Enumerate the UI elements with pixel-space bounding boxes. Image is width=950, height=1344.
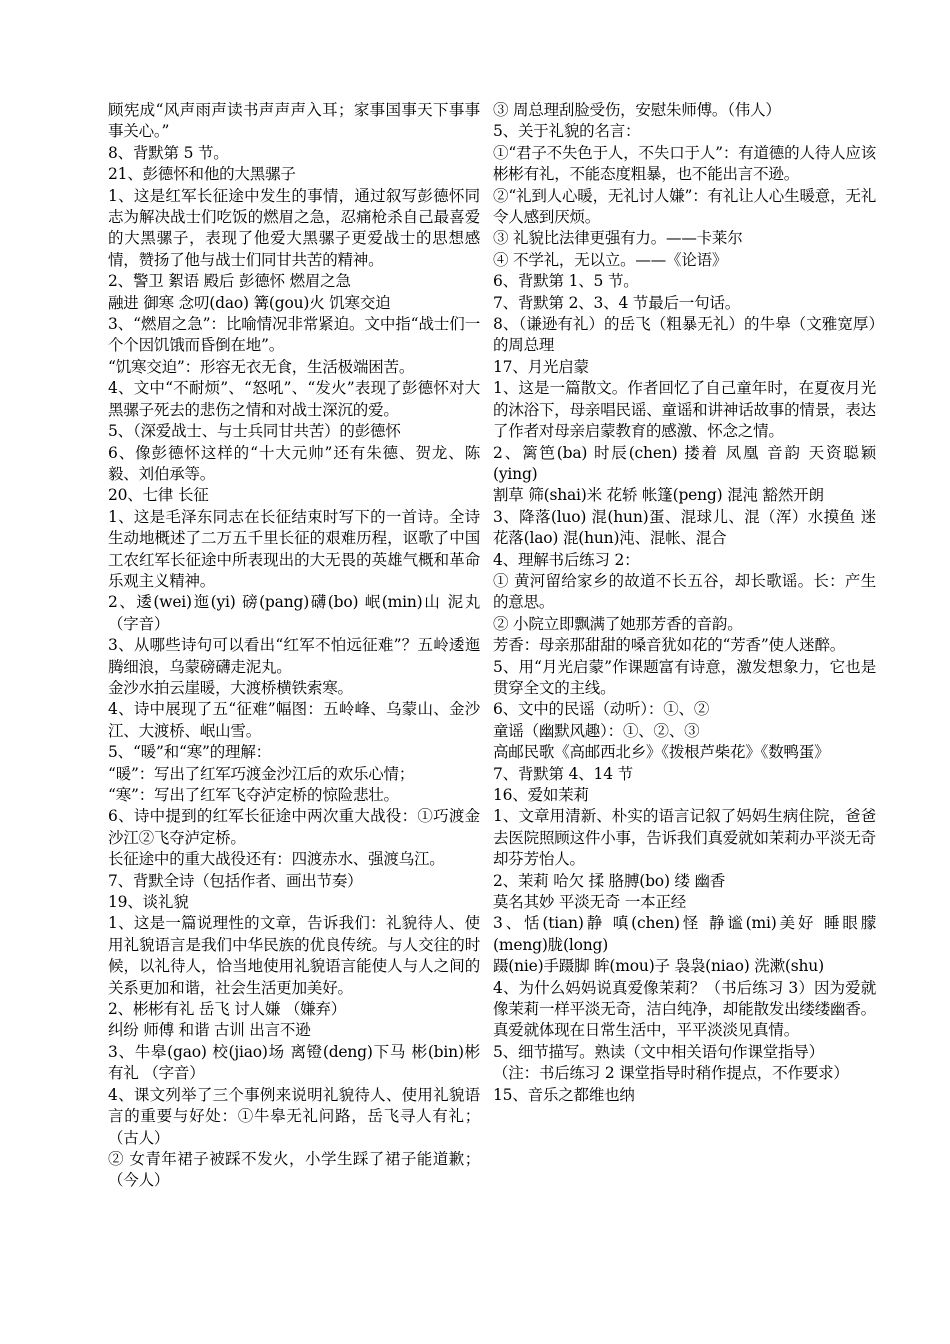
paragraph: 顾宪成“风声雨声读书声声声入耳；家事国事天下事事事关心。” (108, 101, 480, 141)
paragraph: “饥寒交迫”：形容无衣无食，生活极端困苦。 (108, 357, 415, 376)
paragraph: 4、为什么妈妈说真爱像茉莉？（书后练习 3）因为爱就像茉莉一样平淡无奇，洁白纯净，却能散发出缕缕幽香。真爱就体现在日常生活中，平平淡淡见真情。 (493, 978, 876, 1040)
paragraph: “暖”：写出了红军巧渡金沙江后的欢乐心情； (108, 764, 415, 783)
paragraph: 莫名其妙 平淡无奇 一本正经 (493, 893, 687, 912)
paragraph: 2、彬彬有礼 岳飞 讨人嫌 （嫌弃） (108, 1000, 347, 1019)
paragraph: 21、彭德怀和他的大黑骡子 (108, 165, 296, 184)
paragraph: 纠纷 师傅 和谐 古训 出言不逊 (108, 1021, 311, 1040)
paragraph: ③ 礼貌比法律更强有力。——卡莱尔 (493, 229, 743, 248)
paragraph: （注：书后练习 2 课堂指导时稍作提点，不作要求） (493, 1064, 849, 1083)
paragraph: 3、恬(tian)静 嗔(chen)怪 静谧(mi)美好 睡眼朦(meng)胧(long) (493, 914, 876, 954)
paragraph: 金沙水拍云崖暖，大渡桥横铁索寒。 (108, 678, 353, 697)
paragraph: 1、这是红军长征途中发生的事情，通过叙写彭德怀同志为解决战士们吃饭的燃眉之急，忍痛枪杀自己最喜爱的大黑骡子，表现了他爱大黑骡子更爱战士的思想感情，赞扬了他与战士们同甘共苦的精神。 (108, 186, 480, 269)
paragraph: ② 女青年裙子被踩不发火，小学生踩了裙子能道歉；（今人） (108, 1149, 480, 1190)
paragraph: 16、爱如茉莉 (493, 786, 589, 804)
paragraph: 6、诗中提到的红军长征途中两次重大战役：①巧渡金沙江②飞夺泸定桥。 (108, 807, 480, 847)
paragraph: 5、（深爱战士、与士兵同甘共苦）的彭德怀 (108, 422, 401, 441)
paragraph: 芳香：母亲那甜甜的嗓音犹如花的“芳香”使人迷醉。 (493, 636, 846, 655)
paragraph: “寒”：写出了红军飞夺泸定桥的惊险悲壮。 (108, 786, 399, 804)
paragraph: 4、文中“不耐烦”、“怒吼”、“发火”表现了彭德怀对大黑骡子死去的悲伤之情和对战士深沉的爱。 (108, 379, 480, 419)
paragraph: 5、关于礼貌的名言： (493, 122, 641, 141)
paragraph: 2、篱笆(ba) 时辰(chen) 搂着 凤凰 音韵 天资聪颖(ying) (493, 443, 876, 483)
paragraph: 3、牛皋(gao) 校(jiao)场 离镫(deng)下马 彬(bin)彬有礼 （字音） (108, 1042, 480, 1083)
paragraph: 7、背默第 4、14 节 (493, 764, 633, 783)
paragraph: 8、背默第 5 节。 (108, 143, 229, 162)
paragraph: 8、（谦逊有礼）的岳飞（粗暴无礼）的牛皋（文雅宽厚）的周总理 (493, 315, 876, 355)
paragraph: 6、文中的民谣（动听）：①、② (493, 700, 710, 719)
paragraph: ③ 周总理刮脸受伤，安慰朱师傅。（伟人） (493, 101, 781, 119)
paragraph: 5、细节描写。熟读（文中相关语句作课堂指导） (493, 1042, 824, 1061)
paragraph: 童谣（幽默风趣）：①、②、③ (493, 721, 700, 740)
paragraph: 3、“燃眉之急”：比喻情况非常紧迫。文中指“战士们一个个因饥饿而昏倒在地”。 (108, 315, 480, 355)
paragraph: 融进 御寒 念叨(dao) 篝(gou)火 饥寒交迫 (108, 293, 391, 312)
paragraph: 3、降落(luo) 混(hun)蛋、混球儿、混（浑）水摸鱼 迷花落(lao) 混(hun)沌、混帐、混合 (493, 507, 876, 548)
paragraph: 3、从哪些诗句可以看出“红军不怕远征难”？五岭逶迤腾细浪，乌蒙磅礴走泥丸。 (108, 636, 480, 676)
paragraph: 1、文章用清新、朴实的语言记叙了妈妈生病住院，爸爸去医院照顾这件小事，告诉我们真爱就如茉莉办平淡无奇却芬芳怡人。 (493, 807, 876, 869)
paragraph: ② 小院立即飘满了她那芳香的音韵。 (493, 614, 743, 633)
paragraph: 长征途中的重大战役还有：四渡赤水、强渡乌江。 (108, 850, 445, 869)
paragraph: 20、七律 长征 (108, 486, 209, 505)
paragraph: 6、像彭德怀这样的“十大元帅”还有朱德、贺龙、陈毅、刘伯承等。 (108, 443, 480, 483)
left-column (108, 100, 480, 1192)
paragraph: 19、谈礼貌 (108, 893, 189, 912)
paragraph: 17、月光启蒙 (493, 357, 589, 376)
paragraph: 4、诗中展现了五“征难”幅图：五岭峰、乌蒙山、金沙江、大渡桥、岷山雪。 (108, 700, 480, 740)
paragraph: 6、背默第 1、5 节。 (493, 272, 639, 291)
paragraph: 5、用“月光启蒙”作课题富有诗意，激发想象力，它也是贯穿全文的主线。 (493, 657, 876, 697)
paragraph: ④ 不学礼，无以立。——《论语》 (493, 250, 728, 269)
paragraph: 2、逶(wei)迤(yi) 磅(pang)礴(bo) 岷(min)山 泥丸 （字音） (108, 593, 480, 633)
paragraph: 高邮民歌《高邮西北乡》《拨根芦柴花》《数鸭蛋》 (493, 743, 830, 762)
paragraph: 2、茉莉 哈欠 揉 胳膊(bo) 缕 幽香 (493, 871, 726, 890)
paragraph: 蹑(nie)手蹑脚 眸(mou)子 袅袅(niao) 洗漱(shu) (493, 957, 824, 976)
paragraph: 1、这是毛泽东同志在长征结束时写下的一首诗。全诗生动地概述了二万五千里长征的艰难历程，讴歌了中国工农红军长征途中所表现出的大无畏的英雄气概和革命乐观主义精神。 (108, 507, 480, 590)
paragraph: ②“礼到人心暖，无礼讨人嫌”：有礼让人心生暖意，无礼令人感到厌烦。 (493, 186, 876, 227)
paragraph: 7、背默第 2、3、4 节最后一句话。 (493, 293, 741, 312)
paragraph: ① 黄河留给家乡的故道不长五谷，却长歌谣。长：产生的意思。 (493, 571, 876, 612)
paragraph: 割草 筛(shai)米 花轿 帐篷(peng) 混沌 豁然开朗 (493, 486, 824, 505)
paragraph: 2、警卫 絮语 殿后 彭德怀 燃眉之急 (108, 272, 351, 291)
paragraph: 1、这是一篇说理性的文章，告诉我们：礼貌待人、使用礼貌语言是我们中华民族的优良传统。与人交往的时候，以礼待人，恰当地使用礼貌语言能使人与人之间的关系更加和谐，社会生活更加美好。 (108, 914, 480, 997)
paragraph: 4、理解书后练习 2： (493, 550, 640, 569)
paragraph: 5、“暖”和“寒”的理解： (108, 743, 271, 762)
paragraph: 4、课文列举了三个事例来说明礼貌待人、使用礼貌语言的重要与好处：①牛皋无礼问路，岳飞寻人有礼；（古人） (108, 1085, 480, 1147)
right-column (493, 100, 876, 1106)
paragraph: 15、音乐之都维也纳 (493, 1085, 635, 1104)
paragraph: 7、背默全诗（包括作者、画出节奏） (108, 871, 363, 890)
paragraph: 1、这是一篇散文。作者回忆了自己童年时，在夏夜月光的沐浴下，母亲唱民谣、童谣和讲神话故事的情景，表达了作者对母亲启蒙教育的感激、怀念之情。 (493, 379, 876, 441)
paragraph: ①“君子不失色于人，不失口于人”：有道德的人待人应该彬彬有礼，不能态度粗暴，也不能出言不逊。 (493, 143, 876, 184)
